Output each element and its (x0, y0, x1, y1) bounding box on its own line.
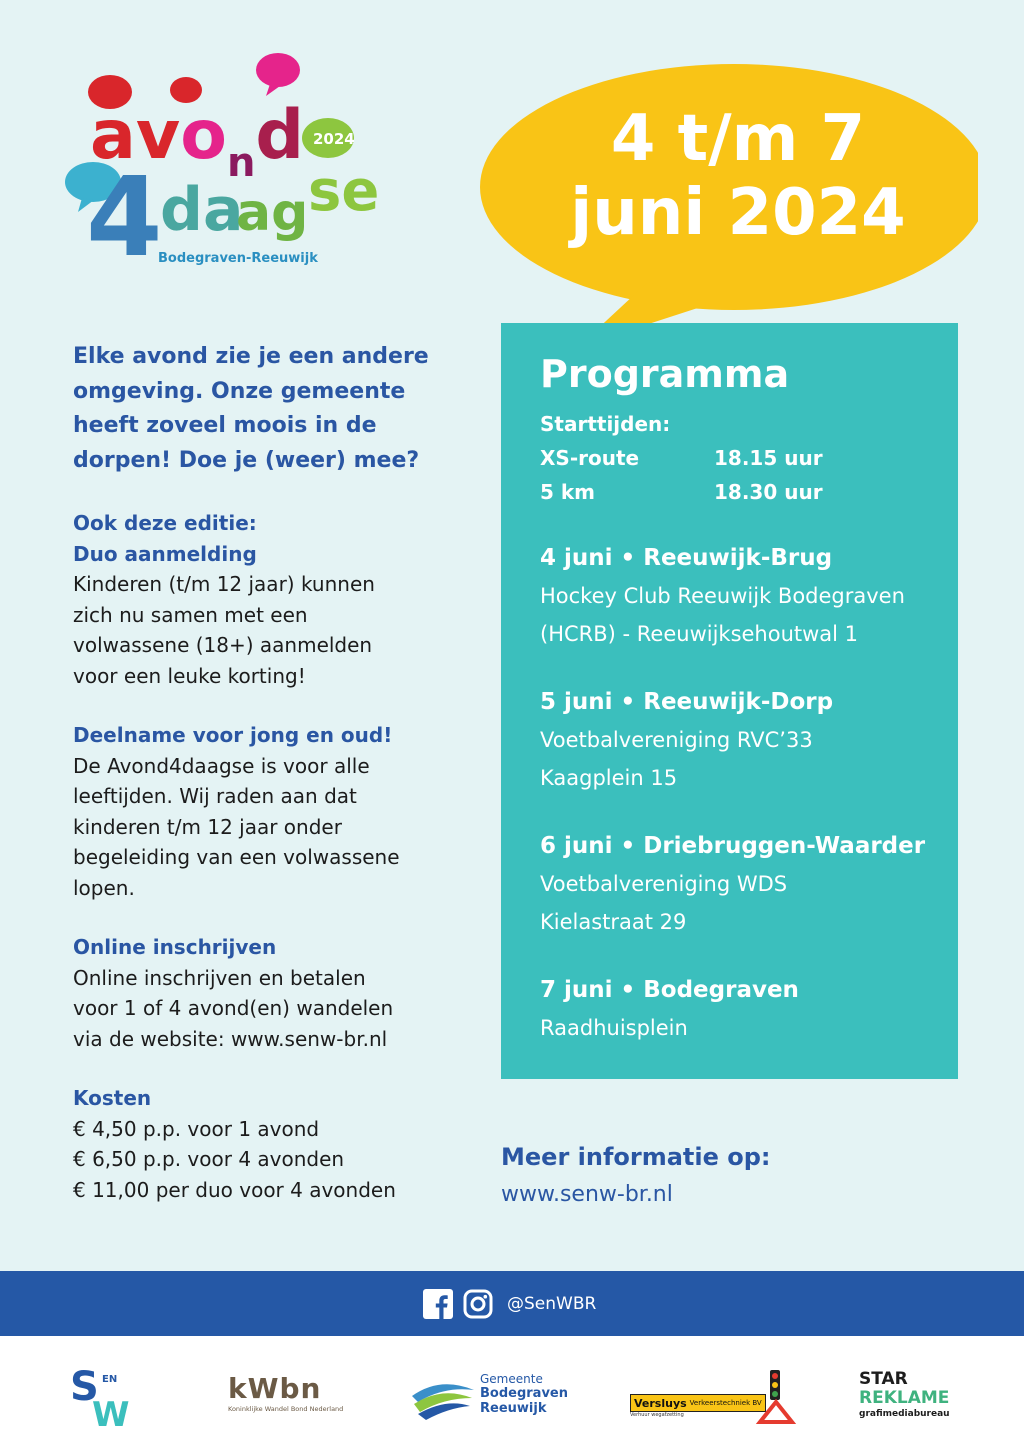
program-box (501, 323, 958, 1079)
logo-subtitle: Bodegraven-Reeuwijk (158, 251, 318, 266)
day-heading: 5 juni • Reeuwijk-Dorp (540, 689, 834, 715)
section-heading: Duo aanmelding (73, 541, 257, 566)
intro-line: Elke avond zie je een andere (73, 344, 429, 369)
start-time: 18.30 uur (714, 480, 823, 504)
svg-text:4: 4 (86, 153, 163, 280)
section-line: via de website: www.senw-br.nl (73, 1026, 388, 1051)
logo-graphic (60, 50, 420, 280)
section-line: kinderen t/m 12 jaar onder (73, 814, 342, 839)
info-column (73, 340, 463, 1234)
section-line: leeftijden. Wij raden aan dat (73, 784, 357, 808)
website-link[interactable]: www.senw-br.nl (501, 1182, 673, 1207)
start-time-row (540, 441, 950, 475)
day-location: Raadhuisplein (540, 1016, 688, 1040)
section-heading: Deelname voor jong en oud! (73, 723, 393, 747)
section-line: begeleiding van een volwassene (73, 845, 400, 869)
more-info (501, 1138, 771, 1214)
svg-text:da: da (160, 175, 244, 245)
section-online (73, 932, 463, 1054)
day-heading: 7 juni • Bodegraven (540, 977, 799, 1003)
section-kosten (73, 1083, 463, 1205)
day-heading: 4 juni • Reeuwijk-Brug (540, 545, 833, 571)
day-entry-5-juni (540, 683, 950, 797)
gemeente-logo-mark (410, 1376, 476, 1422)
intro-line: dorpen! Doe je (weer) mee? (73, 447, 420, 473)
logo-word-avond: avo$_n$d (90, 96, 305, 186)
section-line: Online inschrijven en betalen (73, 965, 366, 990)
star-reklame-logo (859, 1370, 950, 1420)
logo-year: 2024 (313, 130, 355, 148)
star-subtitle: grafimediabureau (859, 1409, 950, 1419)
avond4daagse-logo (60, 50, 420, 280)
day-location: Voetbalvereniging RVC’33 (540, 728, 813, 752)
price-line: € 11,00 per duo voor 4 avonden (73, 1177, 396, 1202)
social-handle[interactable]: @SenWBR (507, 1294, 597, 1314)
section-line: voor 1 of 4 avond(en) wandelen (73, 996, 394, 1020)
start-times-label: Starttijden: (540, 412, 671, 436)
section-duo (73, 508, 463, 691)
price-line: € 6,50 p.p. voor 4 avonden (73, 1147, 345, 1171)
senw-logo (70, 1366, 140, 1428)
svg-text:se: se (308, 159, 380, 224)
facebook-icon[interactable] (423, 1289, 453, 1319)
day-entry-7-juni (540, 971, 950, 1047)
intro-text (73, 340, 463, 478)
more-info-heading: Meer informatie op: (501, 1143, 771, 1171)
day-location: Hockey Club Reeuwijk Bodegraven (540, 584, 905, 608)
gemeente-name: Reeuwijk (480, 1401, 547, 1416)
star-wordmark: STAR (859, 1369, 908, 1389)
section-heading: Kosten (73, 1086, 152, 1110)
bubble-line-2: juni 2024 (570, 176, 906, 250)
versluys-name: Versluys (634, 1396, 687, 1410)
start-time: 18.15 uur (714, 446, 823, 470)
gemeente-logo-text (480, 1372, 568, 1416)
section-deelname (73, 720, 463, 903)
day-entry-6-juni (540, 827, 950, 941)
svg-text:W: W (92, 1395, 130, 1428)
section-line: volwassene (18+) aanmelden (73, 633, 373, 657)
kwbn-subtitle: Koninklijke Wandel Bond Nederland (228, 1405, 344, 1413)
bubble-line-1: 4 t/m 7 (610, 102, 866, 176)
section-line: Kinderen (t/m 12 jaar) kunnen (73, 572, 375, 596)
svg-text:EN: EN (102, 1374, 118, 1385)
sponsor-bar (0, 1336, 1024, 1453)
gemeente-label: Gemeente (480, 1372, 543, 1386)
start-time-row (540, 475, 950, 509)
day-entry-4-juni (540, 539, 950, 653)
day-address: Kielastraat 29 (540, 910, 687, 934)
day-address: (HCRB) - Reeuwijksehoutwal 1 (540, 622, 859, 646)
kwbn-wordmark: kWbn (228, 1372, 322, 1405)
traffic-light-icon (752, 1368, 800, 1424)
versluys-tagline: Verkeerstechniek BV (689, 1399, 762, 1407)
program-title: Programma (540, 352, 790, 396)
intro-line: heeft zoveel moois in de (73, 413, 377, 438)
social-band (0, 1271, 1024, 1336)
day-address: Kaagplein 15 (540, 766, 678, 790)
social-links (423, 1288, 596, 1320)
kwbn-logo (228, 1374, 343, 1414)
svg-text:ag: ag (236, 183, 309, 243)
section-line: zich nu samen met een (73, 602, 308, 627)
versluys-logo (630, 1394, 766, 1418)
section-heading: Ook deze editie: (73, 511, 257, 535)
start-route: 5 km (540, 480, 596, 504)
day-location: Voetbalvereniging WDS (540, 872, 788, 896)
versluys-subtitle: Verhuur wegafzetting (630, 1412, 684, 1418)
section-heading: Online inschrijven (73, 935, 277, 959)
section-line: lopen. (73, 875, 135, 900)
reklame-wordmark: REKLAME (859, 1388, 950, 1408)
intro-line: omgeving. Onze gemeente (73, 378, 406, 404)
gemeente-name: Bodegraven (480, 1386, 568, 1401)
instagram-icon[interactable] (463, 1289, 493, 1319)
price-line: € 4,50 p.p. voor 1 avond (73, 1116, 320, 1141)
section-line: voor een leuke korting! (73, 663, 306, 688)
day-heading: 6 juni • Driebruggen-Waarder (540, 833, 926, 859)
section-line: De Avond4daagse is voor alle (73, 753, 370, 778)
start-route: XS-route (540, 446, 640, 470)
svg-text:S: S (70, 1366, 99, 1410)
